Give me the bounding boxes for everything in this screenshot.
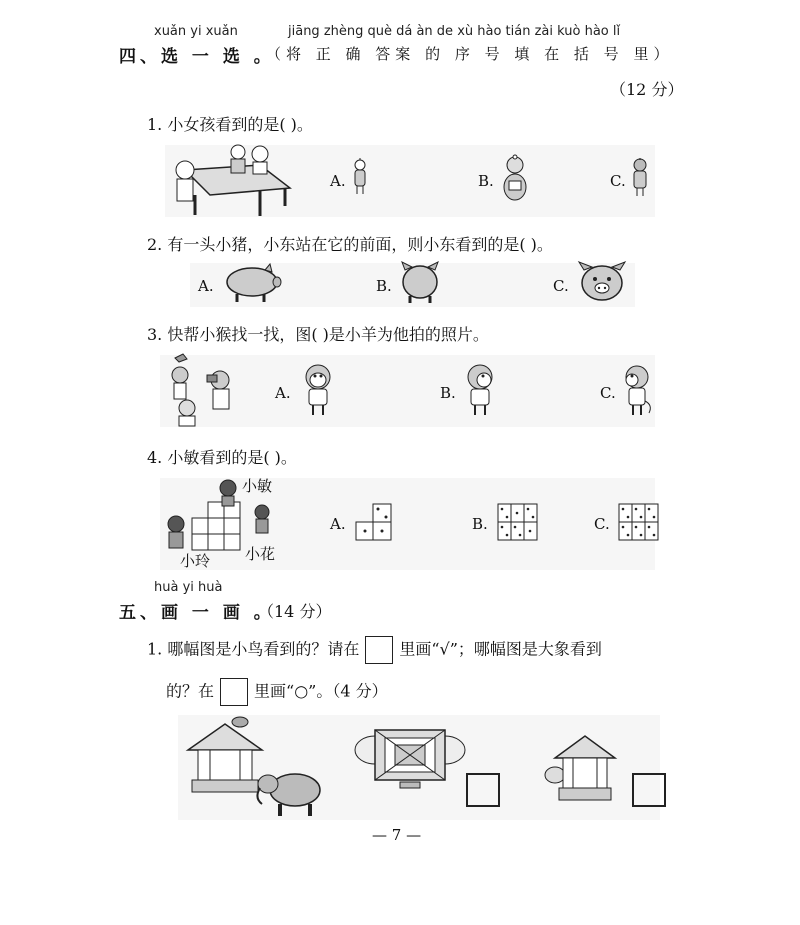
answer-box-check[interactable] xyxy=(365,636,393,664)
question-2-option-b-label: B. xyxy=(376,277,392,295)
section4-pinyin-right: jiāng zhèng què dá àn de xù hào tián zài kuò hào lǐ xyxy=(288,24,621,39)
question-2-option-c-label: C. xyxy=(553,277,569,295)
section4-pinyin-left: xuǎn yi xuǎn xyxy=(154,24,238,39)
question-4-label-xiaohua: 小花 xyxy=(245,545,276,563)
question-4-option-a-image xyxy=(355,503,397,541)
question-4-option-a-label: A. xyxy=(330,515,346,533)
section4-instruction: （将 正 确 答案 的 序 号 填 在 括 号 里） xyxy=(266,45,674,63)
section5-score: （14 分） xyxy=(258,602,332,621)
question-1-option-b-label: B. xyxy=(478,172,494,190)
section4-score: （12 分） xyxy=(610,80,684,99)
answer-box-option-1[interactable] xyxy=(466,773,500,807)
question-3-option-c-monkey-side-image xyxy=(622,363,654,417)
question-4-option-c-image xyxy=(618,503,660,541)
question-4-option-b-image xyxy=(497,503,539,541)
question-3-option-a-monkey-front-image xyxy=(300,363,336,417)
question-2-text: 2. 有一头小猪，小东站在它的前面，则小东看到的是( )。 xyxy=(147,235,553,254)
question-3-option-b-label: B. xyxy=(440,384,456,402)
question-3-option-b-monkey-image xyxy=(462,363,498,417)
question-3-option-c-label: C. xyxy=(600,384,616,402)
question-4-option-b-label: B. xyxy=(472,515,488,533)
question-4-label-xiaomin: 小敏 xyxy=(242,477,273,495)
section5-q1-text-c: 的？在 xyxy=(166,681,215,701)
question-2-option-a-label: A. xyxy=(198,277,214,295)
question-1-option-a-label: A. xyxy=(330,172,346,190)
section5-option-1-pavilion-top-view-image xyxy=(355,728,465,798)
question-4-label-xiaoling: 小玲 xyxy=(180,552,211,570)
question-1-option-c-label: C. xyxy=(610,172,626,190)
answer-box-circle[interactable] xyxy=(220,678,248,706)
question-1-text: 1. 小女孩看到的是( )。 xyxy=(147,115,313,134)
section5-question-1-line-2 xyxy=(166,678,388,706)
section5-q1-text-a: 1. 哪幅图是小鸟看到的？请在 xyxy=(147,639,360,659)
question-4-option-c-label: C. xyxy=(594,515,610,533)
page-number: — 7 — xyxy=(372,826,422,844)
question-1-scene-image xyxy=(165,140,305,220)
question-3-scene-image xyxy=(165,350,245,428)
question-1-option-c-image xyxy=(630,158,650,200)
question-2-option-a-pig-side-image xyxy=(222,262,282,304)
question-3-option-a-label: A. xyxy=(275,384,291,402)
question-2-option-b-pig-back-image xyxy=(400,262,440,304)
question-3-text: 3. 快帮小猴找一找，图( )是小羊为他拍的照片。 xyxy=(147,325,489,344)
section5-title: 五、画 一 画 。 xyxy=(119,603,275,623)
question-1-option-b-image xyxy=(500,155,530,203)
question-1-option-a-image xyxy=(350,158,370,198)
answer-box-option-2[interactable] xyxy=(632,773,666,807)
section5-q1-text-b: 里画“√”；哪幅图是大象看到 xyxy=(399,639,602,659)
section4-title: 四、选 一 选 。 xyxy=(119,47,275,67)
question-2-option-c-pig-front-image xyxy=(578,262,626,304)
section5-pinyin: huà yi huà xyxy=(154,580,223,595)
section5-question-1-line-1 xyxy=(147,636,602,664)
section5-scene-pavilion-elephant-bird-image xyxy=(180,712,330,822)
question-4-text: 4. 小敏看到的是( )。 xyxy=(147,448,297,467)
section5-option-2-pavilion-front-view-image xyxy=(545,730,625,810)
section5-q1-text-d: 里画“○”。（4 分） xyxy=(254,681,388,701)
